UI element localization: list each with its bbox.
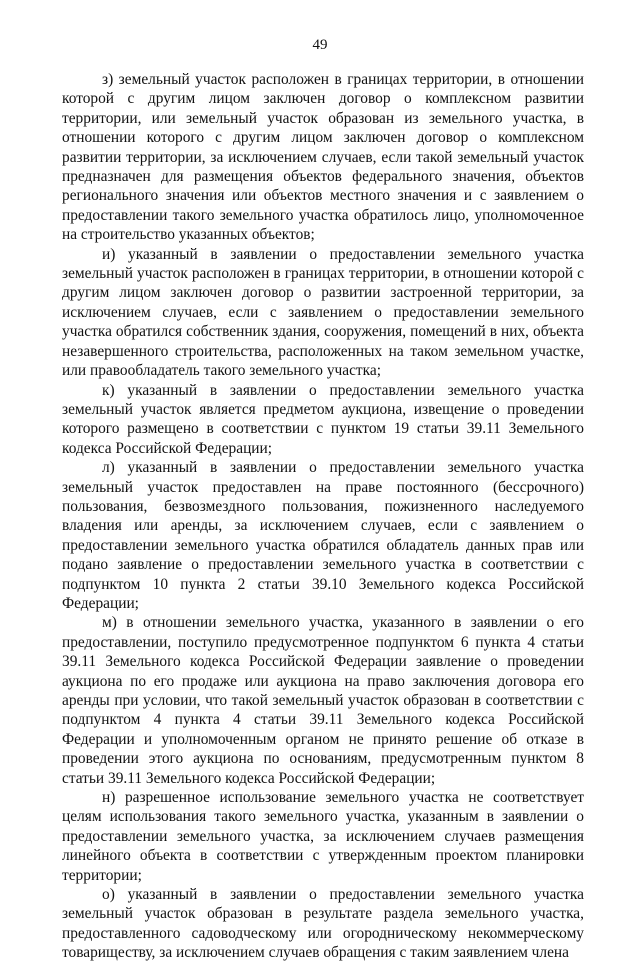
paragraph-z: з) земельный участок расположен в границах территории, в отношении которой с другим лицом заключен договор о комплексном развитии территории, или земельный участок образован из земельного участка, в отношении которого с другим лицом заключен договор о комплексном развитии территории, за исключением случаев, если такой земельный участок предназначен для размещения объектов федерального значения, объектов регионального значения или объектов местного значения и с заявлением о предоставлении такого земельного участка обратилось лицо, уполномоченное на строительство указанных объектов; (62, 71, 584, 244)
paragraph-i: и) указанный в заявлении о предоставлении земельного участка земельный участок расположен в границах территории, в отношении которой с другим лицом заключен договор о развитии застроенной территории, за исключением случаев, если с заявлением о предоставлении земельного участка обратился собственник здания, сооружения, помещений в них, объекта незавершенного строительства, расположенных на таком земельном участке, или правообладатель такого земельного участка; (62, 245, 584, 380)
paragraph-o: о) указанный в заявлении о предоставлении земельного участка земельный участок образован в результате раздела земельного участка, предоставленного садоводческому или огородническому некоммерческому товариществу, за исключением случаев обращения с таким заявлением члена (62, 886, 584, 962)
paragraph-l: л) указанный в заявлении о предоставлении земельного участка земельный участок предоставлен на праве постоянного (бессрочного) пользования, безвозмездного пользования, пожизненного наследуемого владения или аренды, за исключением случаев, если с заявлением о предоставлении земельного участка обратился обладатель данных прав или подано заявление о предоставлении земельного участка в соответствии с подпунктом 10 пункта 2 статьи 39.10 Земельного кодекса Российской Федерации; (62, 459, 584, 612)
page-number: 49 (312, 37, 328, 53)
paragraph-n: н) разрешенное использование земельного участка не соответствует целям использования такого земельного участка, указанным в заявлении о предоставлении земельного участка, за исключением случаев размещения линейного объекта в соответствии с утвержденным проектом планировки территории; (62, 789, 584, 884)
paragraph-m: м) в отношении земельного участка, указанного в заявлении о его предоставлении, поступило предусмотренное подпунктом 6 пункта 4 статьи 39.11 Земельного кодекса Российской Федерации заявление о проведении аукциона по его продаже или аукциона на право заключения договора его аренды при условии, что такой земельный участок образован в соответствии с подпунктом 4 пункта 4 статьи 39.11 Земельного кодекса Российской Федерации и уполномоченным органом не принято решение об отказе в проведении этого аукциона по основаниям, предусмотренным пунктом 8 статьи 39.11 Земельного кодекса Российской Федерации; (62, 614, 584, 787)
paragraph-k: к) указанный в заявлении о предоставлении земельного участка земельный участок является предметом аукциона, извещение о проведении которого размещено в соответствии с пунктом 19 статьи 39.11 Земельного кодекса Российской Федерации; (62, 381, 584, 457)
document-body (62, 70, 584, 963)
